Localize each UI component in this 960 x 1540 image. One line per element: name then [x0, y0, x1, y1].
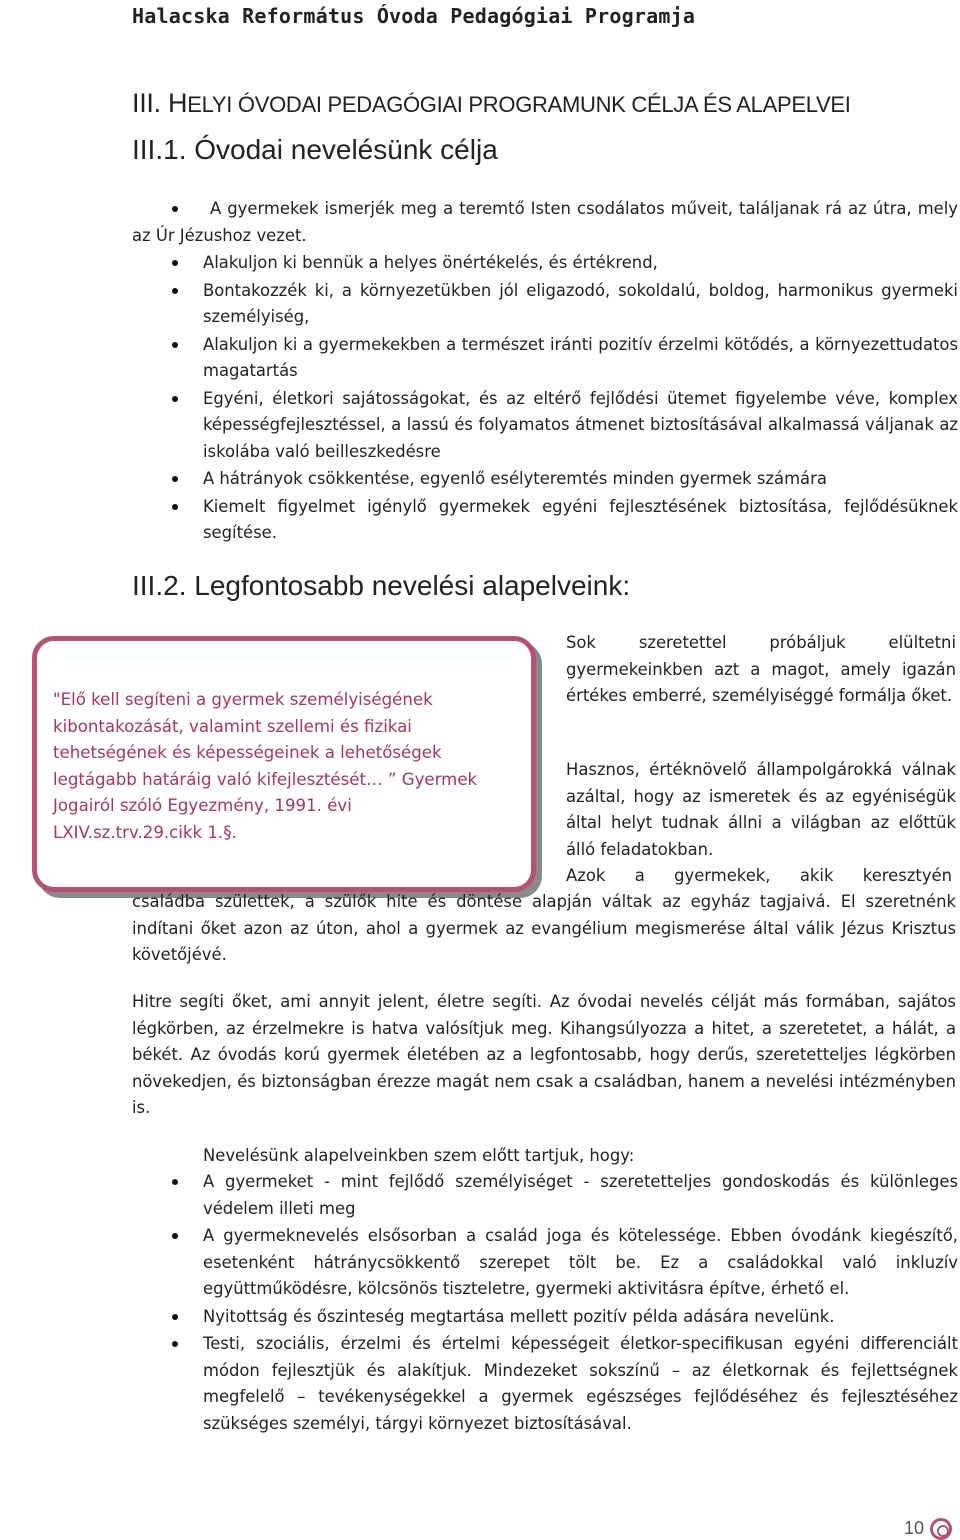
quote-text: "Elő kell segíteni a gyermek személyiségének kibontakozását, valamint szellemi és fizikai tehetségének és képességeinek a lehetőségek legtágabb határáig való kifejlesztését… ” Gyermek Jogairól szóló Egyezmény, 1991. évi LXIV.sz.trv.29.cikk 1.§.	[53, 690, 478, 842]
bullet-icon	[172, 206, 178, 212]
section-heading-iii: III. HELYI ÓVODAI PEDAGÓGIAI PROGRAMUNK CÉLJA ÉS ALAPELVEI	[132, 88, 851, 118]
list-item: Bontakozzék ki, a környezetükben jól eligazodó, sokoldalú, boldog, harmonikus gyermeki személyiség,	[132, 278, 958, 331]
bullet-icon	[172, 1341, 178, 1347]
side-paragraph-1: Sok szeretettel próbáljuk elültetni gyermekeinkben azt a magot, amely igazán értékes emberré, személyiséggé formálja őket.	[566, 633, 956, 705]
list-item: A hátrányok csökkentése, egyenlő esélyteremtés minden gyermek számára	[132, 466, 958, 493]
section-heading-iii-2: III.2. Legfontosabb nevelési alapelveink:	[132, 570, 631, 601]
bullet-icon	[172, 1233, 178, 1239]
bullet-icon	[172, 476, 178, 482]
principles-intro: Nevelésünk alapelveinkben szem előtt tartjuk, hogy:	[203, 1146, 635, 1165]
side-paragraph-2: Hasznos, értéknövelő állampolgárokká válnak azáltal, hogy az ismeretek és az egyéniségük által helyt tudnak állni a világban az előttük álló feladatokban.	[566, 760, 956, 859]
principles-list	[132, 1169, 958, 1438]
list-item: A gyermeknevelés elsősorban a család joga és kötelessége. Ebben óvodánk kiegészítő, esetenként hátránycsökkentő szerepet tölt be. Ez a családokkal való inkluzív együttműködésre, kölcsönös tiszteletre, gyermeki aktivitásra építve, érhető el.	[132, 1223, 958, 1303]
page-number: 10	[904, 1518, 925, 1538]
bullet-icon	[172, 504, 178, 510]
bullet-icon	[172, 288, 178, 294]
quote-box	[32, 636, 536, 892]
logo-icon	[930, 1518, 952, 1540]
full-paragraph-2: Hitre segíti őket, ami annyit jelent, életre segíti. Az óvodai nevelés célját más formában, sajátos légkörben, az érzelmekre is hatva valósítjuk meg. Kihangsúlyozza a hitet, a szeretetet, a hálát, a békét. Az óvodás korú gyermek életében az a legfontosabb, hogy derűs, szeretetteljes légkörben növekedjen, és biztonságban érezze magát nem csak a családban, hanem a nevelési intézményben is.	[132, 992, 956, 1117]
list-item: A gyermeket - mint fejlődő személyiséget - szeretetteljes gondoskodás és különleges védelem illeti meg	[132, 1169, 958, 1222]
document-header: Halacska Református Óvoda Pedagógiai Programja	[132, 4, 696, 28]
bullet-icon	[172, 1179, 178, 1185]
list-item: Kiemelt figyelmet igénylő gyermekek egyéni fejlesztésének biztosítása, fejlődésüknek segítése.	[132, 494, 958, 547]
list-item: Testi, szociális, érzelmi és értelmi képességeit életkor-specifikusan egyéni differenciált módon fejlesztjük és alakítjuk. Mindezeket sokszínű – az életkornak és fejlettségnek megfelelő – tevékenységekkel a gyermek egészséges fejlődéséhez és fejlesztéséhez szükséges személyi, tárgyi környezet biztosításával.	[132, 1331, 958, 1437]
list-item: Alakuljon ki a gyermekekben a természet iránti pozitív érzelmi kötődés, a környezettudatos magatartás	[132, 332, 958, 385]
list-item: Egyéni, életkori sajátosságokat, és az eltérő fejlődési ütemet figyelembe véve, komplex képességfejlesztéssel, a lassú és folyamatos átmenet biztosításával alkalmassá váljanak az iskolába való beilleszkedésre	[132, 386, 958, 466]
list-item: Alakuljon ki bennük a helyes önértékelés, és értékrend,	[132, 250, 958, 277]
bullet-icon	[172, 396, 178, 402]
list-item: Nyitottság és őszinteség megtartása mellett pozitív példa adására nevelünk.	[132, 1304, 958, 1331]
goals-list	[132, 196, 958, 548]
bullet-icon	[172, 260, 178, 266]
full-paragraph-1: családba születtek, a szülők hite és döntése alapján váltak az egyház tagjaivá. El szeretnénk indítani őket azon az úton, ahol a gyermek az evangélium megismerése által válik Jézus Krisztus követőjévé.	[132, 892, 956, 964]
bullet-icon	[172, 342, 178, 348]
list-item: A gyermekek ismerjék meg a teremtő Isten csodálatos műveit, találjanak rá az útra, mely az Úr Jézushoz vezet.	[132, 199, 958, 245]
section-heading-iii-1: III.1. Óvodai nevelésünk célja	[132, 134, 498, 165]
bullet-icon	[172, 1314, 178, 1320]
side-paragraph-3-start: Azok a gyermekek, akik keresztyén	[566, 866, 952, 885]
